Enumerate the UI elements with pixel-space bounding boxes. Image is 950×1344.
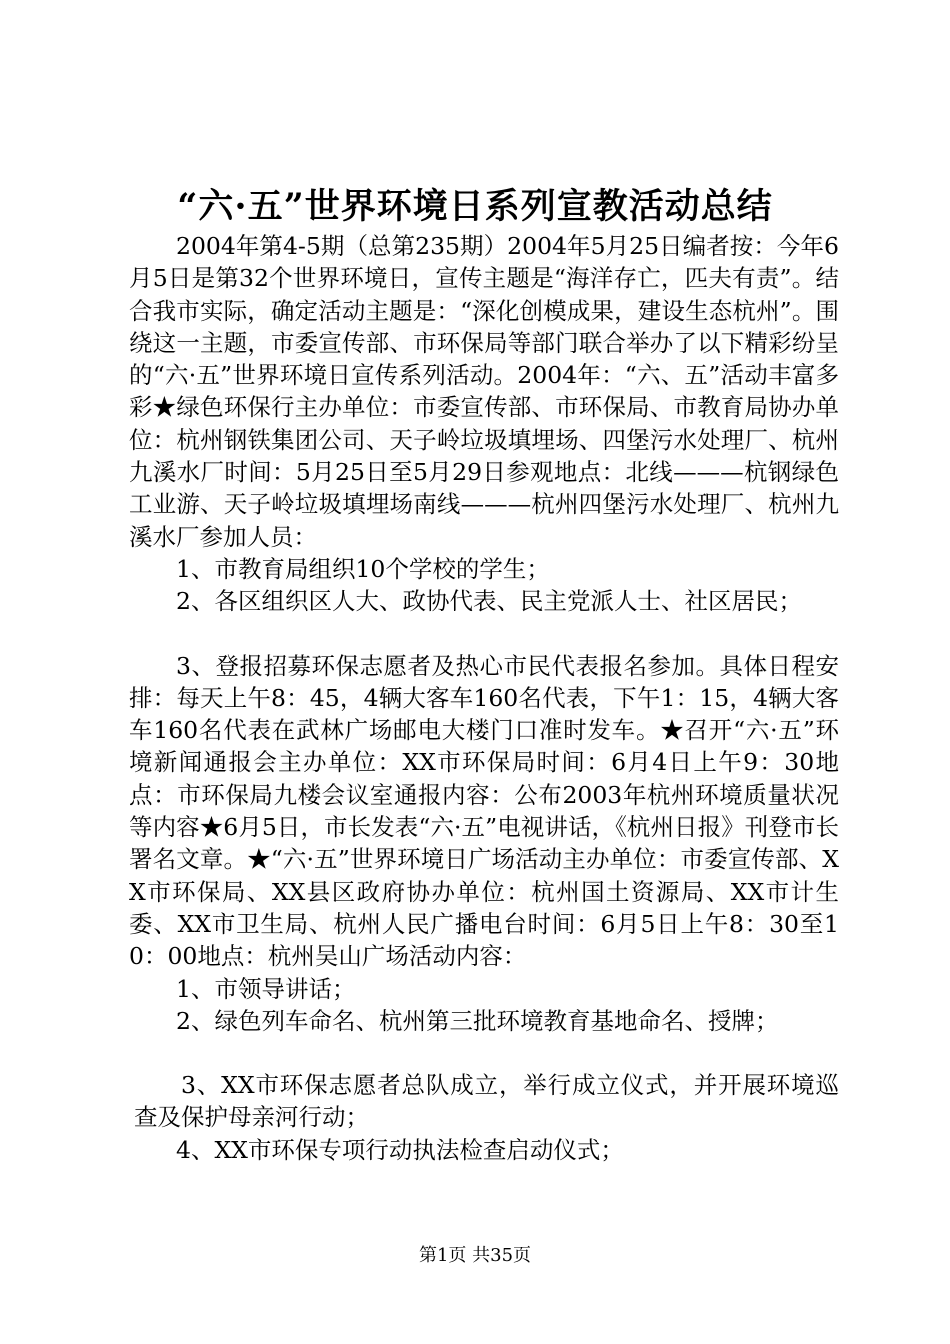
list-item: 3、XX市环保志愿者总队成立，举行成立仪式，并开展环境巡查及保护母亲河行动； <box>134 1071 839 1132</box>
document-title: “六·五”世界环境日系列宣教活动总结 <box>177 186 773 227</box>
list-item: 2、绿色列车命名、杭州第三批环境教育基地命名、授牌； <box>176 1006 779 1035</box>
list-item: 4、XX市环保专项行动执法检查启动仪式； <box>176 1135 624 1164</box>
list-item: 2、各区组织区人大、政协代表、民主党派人士、社区居民； <box>176 587 802 616</box>
list-item: 1、市教育局组织10个学校的学生； <box>176 554 550 583</box>
list-item: 1、市领导讲话； <box>176 974 356 1003</box>
document-body <box>129 230 839 1166</box>
page-number-footer: 第1页 共35页 <box>418 1245 532 1266</box>
paragraph-intro: 2004年第4-5期（总第235期）2004年5月25日编者按：今年6月5日是第32个世界环境日，宣传主题是“海洋存亡，匹夫有责”。结合我市实际，确定活动主题是：“深化创模成果，建设生态杭州”。围绕这一主题，市委宣传部、市环保局等部门联合举办了以下精彩纷呈的“六·五”世界环境日宣传系列活动。2004年：“六、五”活动丰富多彩★绿色环保行主办单位：市委宣传部、市环保局、市教育局协办单位：杭州钢铁集团公司、天子岭垃圾填埋场、四堡污水处理厂、杭州九溪水厂时间：5月25日至5月29日参观地点：北线———杭钢绿色工业游、天子岭垃圾填埋场南线———杭州四堡污水处理厂、杭州九溪水厂参加人员： <box>129 232 839 551</box>
list-item: 3、登报招募环保志愿者及热心市民代表报名参加。具体日程安排：每天上午8：45，4辆大客车160名代表，下午1：15，4辆大客车160名代表在武林广场邮电大楼门口准时发车。★召开“六·五”环境新闻通报会主办单位：XX市环保局时间：6月4日上午9：30地点：市环保局九楼会议室通报内容：公布2003年杭州环境质量状况等内容★6月5日，市长发表“六·五”电视讲话，《杭州日报》刊登市长署名文章。★“六·五”世界环境日广场活动主办单位：市委宣传部、XX市环保局、XX县区政府协办单位：杭州国土资源局、XX市计生委、XX市卫生局、杭州人民广播电台时间：6月5日上午8：30至10：00地点：杭州吴山广场活动内容： <box>129 651 839 971</box>
